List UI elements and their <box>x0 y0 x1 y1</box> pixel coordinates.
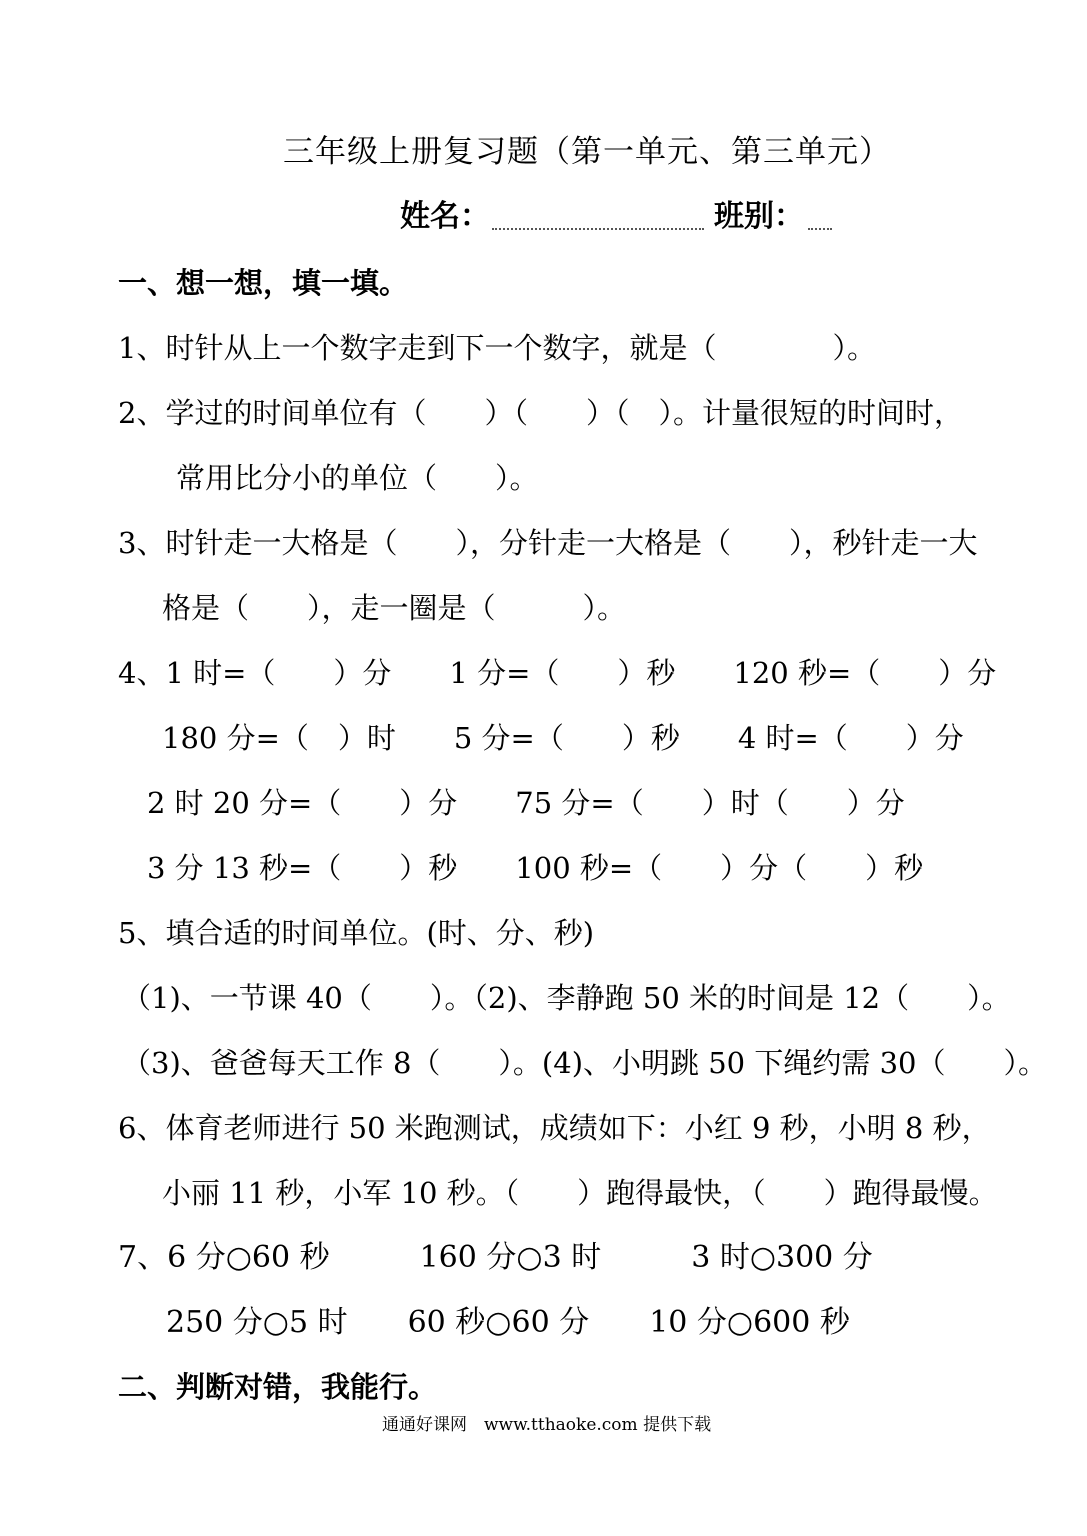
question-5-row-1: （1)、一节课 40（ ）。（2)、李静跑 50 米的时间是 12（ ）。 <box>122 981 1011 1015</box>
question-4-row-1: 4、1 时=（ ）分 1 分=（ ）秒 120 秒=（ ）分 <box>118 656 997 690</box>
name-label: 姓名： <box>400 199 490 234</box>
section2-heading: 二、判断对错，我能行。 <box>118 1370 438 1404</box>
section1-heading: 一、想一想，填一填。 <box>118 266 409 300</box>
footer: 通通好课网 www.tthaoke.com 提供下载 <box>382 1415 712 1435</box>
question-6-cont: 小丽 11 秒，小军 10 秒。（ ）跑得最快，（ ）跑得最慢。 <box>162 1176 998 1210</box>
question-2: 2、学过的时间单位有（ ）（ ）（ ）。计量很短的时间时， <box>118 396 963 430</box>
question-2-cont: 常用比分小的单位（ ）。 <box>176 461 539 495</box>
question-4-row-4: 3 分 13 秒=（ ）秒 100 秒=（ ）分（ ）秒 <box>147 851 924 885</box>
class-blank[interactable] <box>808 206 832 230</box>
question-4-row-3: 2 时 20 分=（ ）分 75 分=（ ）时（ ）分 <box>147 786 905 820</box>
question-1: 1、时针从上一个数字走到下一个数字，就是（ ）。 <box>118 331 876 365</box>
question-5-row-2: （3)、爸爸每天工作 8（ ）。(4)、小明跳 50 下绳约需 30（ ）。 <box>122 1046 1047 1080</box>
question-7-row-2: 250 分○5 时 60 秒○60 分 10 分○600 秒 <box>166 1305 850 1340</box>
question-6: 6、体育老师进行 50 米跑测试，成绩如下：小红 9 秒，小明 8 秒， <box>118 1111 991 1145</box>
question-3-cont: 格是（ ），走一圈是（ ）。 <box>162 591 627 625</box>
question-4-row-2: 180 分=（ ）时 5 分=（ ）秒 4 时=（ ）分 <box>162 721 964 755</box>
question-3: 3、时针走一大格是（ ），分针走一大格是（ ），秒针走一大 <box>118 526 978 560</box>
class-label: 班别： <box>714 199 804 234</box>
name-blank[interactable] <box>492 206 704 230</box>
question-7-row-1: 7、6 分○60 秒 160 分○3 时 3 时○300 分 <box>118 1240 873 1275</box>
question-5: 5、填合适的时间单位。(时、分、秒) <box>118 916 595 950</box>
page-title: 三年级上册复习题（第一单元、第三单元） <box>283 134 891 170</box>
